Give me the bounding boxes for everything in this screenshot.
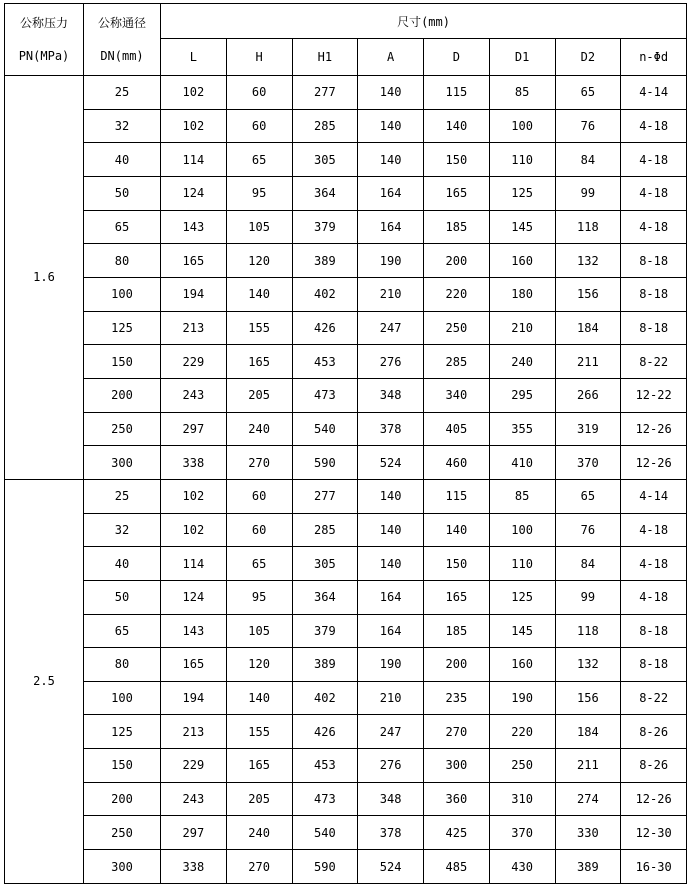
dn-cell: 200	[84, 782, 161, 816]
dn-cell: 300	[84, 446, 161, 480]
dimension-cell: 150	[424, 547, 490, 581]
dimension-cell: 145	[489, 614, 555, 648]
dimension-cell: 140	[358, 479, 424, 513]
dimension-cell: 140	[226, 681, 292, 715]
dimension-cell: 430	[489, 850, 555, 884]
table-row	[5, 749, 687, 783]
dimension-cell: 247	[358, 311, 424, 345]
dimension-cell: 165	[424, 580, 490, 614]
table-row	[5, 715, 687, 749]
dimension-cell: 4-18	[621, 580, 687, 614]
dimension-cell: 84	[555, 547, 621, 581]
dimension-cell: 295	[489, 378, 555, 412]
dn-cell: 25	[84, 479, 161, 513]
table-row	[5, 345, 687, 379]
dimension-cell: 297	[161, 412, 227, 446]
dimension-cell: 285	[424, 345, 490, 379]
dimension-cell: 240	[226, 412, 292, 446]
dimension-spec-table	[4, 3, 687, 884]
header-diameter-unit: DN(mm)	[100, 49, 144, 63]
dimension-cell: 402	[292, 681, 358, 715]
dimension-cell: 12-22	[621, 378, 687, 412]
dimension-cell: 180	[489, 277, 555, 311]
table-row	[5, 547, 687, 581]
dimension-cell: 12-26	[621, 446, 687, 480]
dimension-cell: 277	[292, 479, 358, 513]
dn-cell: 40	[84, 143, 161, 177]
table-row	[5, 580, 687, 614]
dimension-cell: 65	[555, 76, 621, 110]
dimension-cell: 405	[424, 412, 490, 446]
table-row	[5, 782, 687, 816]
dimension-cell: 105	[226, 210, 292, 244]
dimension-cell: 164	[358, 614, 424, 648]
dimension-cell: 4-18	[621, 176, 687, 210]
dn-cell: 300	[84, 850, 161, 884]
dimension-cell: 102	[161, 109, 227, 143]
dimension-cell: 8-22	[621, 345, 687, 379]
dn-cell: 200	[84, 378, 161, 412]
dimension-cell: 229	[161, 749, 227, 783]
dimension-cell: 65	[555, 479, 621, 513]
dimension-cell: 60	[226, 76, 292, 110]
dimension-cell: 76	[555, 513, 621, 547]
dimension-cell: 120	[226, 648, 292, 682]
table-row	[5, 76, 687, 110]
dimension-cell: 140	[358, 76, 424, 110]
dimension-cell: 220	[424, 277, 490, 311]
dn-cell: 50	[84, 580, 161, 614]
dimension-cell: 473	[292, 782, 358, 816]
dimension-cell: 4-18	[621, 109, 687, 143]
dimension-cell: 453	[292, 345, 358, 379]
dn-cell: 80	[84, 648, 161, 682]
dimension-cell: 110	[489, 547, 555, 581]
header-col-D1: D1	[489, 39, 555, 76]
dimension-cell: 460	[424, 446, 490, 480]
header-col-H1: H1	[292, 39, 358, 76]
table-row	[5, 143, 687, 177]
dimension-cell: 319	[555, 412, 621, 446]
dimension-cell: 355	[489, 412, 555, 446]
dimension-cell: 85	[489, 479, 555, 513]
table-row	[5, 210, 687, 244]
header-pressure-cn: 公称压力	[19, 16, 68, 30]
dimension-cell: 274	[555, 782, 621, 816]
dimension-cell: 194	[161, 681, 227, 715]
table-row	[5, 311, 687, 345]
dimension-cell: 340	[424, 378, 490, 412]
dimension-cell: 229	[161, 345, 227, 379]
dimension-cell: 402	[292, 277, 358, 311]
dn-cell: 125	[84, 311, 161, 345]
dimension-cell: 85	[489, 76, 555, 110]
dimension-cell: 389	[292, 648, 358, 682]
header-diameter-cn: 公称通径	[97, 16, 146, 30]
header-diameter	[84, 4, 161, 76]
dimension-cell: 266	[555, 378, 621, 412]
dn-cell: 65	[84, 614, 161, 648]
dimension-cell: 211	[555, 345, 621, 379]
table-row	[5, 681, 687, 715]
dimension-cell: 540	[292, 412, 358, 446]
dimension-cell: 143	[161, 210, 227, 244]
dimension-cell: 194	[161, 277, 227, 311]
dimension-cell: 155	[226, 311, 292, 345]
dimension-cell: 310	[489, 782, 555, 816]
dimension-cell: 285	[292, 109, 358, 143]
dimension-cell: 140	[358, 513, 424, 547]
dimension-cell: 364	[292, 176, 358, 210]
dimension-cell: 235	[424, 681, 490, 715]
dimension-cell: 473	[292, 378, 358, 412]
dimension-cell: 485	[424, 850, 490, 884]
dimension-cell: 165	[226, 345, 292, 379]
header-pressure-unit: PN(MPa)	[18, 49, 70, 63]
dimension-cell: 370	[555, 446, 621, 480]
dimension-cell: 165	[161, 244, 227, 278]
dimension-cell: 95	[226, 580, 292, 614]
dimension-cell: 330	[555, 816, 621, 850]
table-row	[5, 412, 687, 446]
table-row	[5, 277, 687, 311]
dimension-cell: 140	[358, 143, 424, 177]
pn-group-cell: 2.5	[5, 479, 84, 883]
dimension-cell: 8-18	[621, 648, 687, 682]
dimension-cell: 65	[226, 547, 292, 581]
dimension-cell: 143	[161, 614, 227, 648]
dimension-cell: 8-18	[621, 244, 687, 278]
dimension-cell: 338	[161, 446, 227, 480]
dimension-cell: 164	[358, 176, 424, 210]
header-col-D2: D2	[555, 39, 621, 76]
dimension-cell: 150	[424, 143, 490, 177]
dimension-cell: 200	[424, 648, 490, 682]
header-col-A: A	[358, 39, 424, 76]
dimension-cell: 84	[555, 143, 621, 177]
dimension-cell: 140	[424, 109, 490, 143]
dimension-cell: 4-14	[621, 479, 687, 513]
dimension-cell: 285	[292, 513, 358, 547]
dimension-cell: 210	[358, 277, 424, 311]
dimension-cell: 118	[555, 614, 621, 648]
dimension-cell: 16-30	[621, 850, 687, 884]
dimension-cell: 590	[292, 850, 358, 884]
dimension-cell: 60	[226, 479, 292, 513]
dimension-cell: 247	[358, 715, 424, 749]
table-row	[5, 513, 687, 547]
dimension-cell: 370	[489, 816, 555, 850]
dimension-cell: 114	[161, 143, 227, 177]
dimension-cell: 389	[555, 850, 621, 884]
dimension-cell: 200	[424, 244, 490, 278]
dimension-cell: 348	[358, 782, 424, 816]
header-col-L: L	[161, 39, 227, 76]
dimension-cell: 115	[424, 76, 490, 110]
dimension-cell: 155	[226, 715, 292, 749]
dimension-cell: 190	[358, 648, 424, 682]
dimension-cell: 240	[489, 345, 555, 379]
dimension-cell: 132	[555, 648, 621, 682]
dn-cell: 100	[84, 681, 161, 715]
dimension-cell: 210	[358, 681, 424, 715]
dimension-cell: 8-18	[621, 614, 687, 648]
dimension-cell: 102	[161, 513, 227, 547]
dimension-cell: 300	[424, 749, 490, 783]
dn-cell: 65	[84, 210, 161, 244]
dimension-cell: 4-18	[621, 143, 687, 177]
dimension-cell: 379	[292, 210, 358, 244]
header-dimensions-span: 尺寸(mm)	[161, 4, 687, 39]
dimension-cell: 305	[292, 143, 358, 177]
dimension-cell: 165	[226, 749, 292, 783]
dimension-cell: 250	[489, 749, 555, 783]
dimension-cell: 378	[358, 412, 424, 446]
dimension-cell: 110	[489, 143, 555, 177]
dimension-cell: 60	[226, 109, 292, 143]
dimension-cell: 524	[358, 850, 424, 884]
dimension-cell: 243	[161, 782, 227, 816]
dimension-cell: 590	[292, 446, 358, 480]
dimension-cell: 213	[161, 715, 227, 749]
dimension-cell: 426	[292, 715, 358, 749]
dn-cell: 40	[84, 547, 161, 581]
dn-cell: 100	[84, 277, 161, 311]
dn-cell: 25	[84, 76, 161, 110]
table-row	[5, 446, 687, 480]
header-col-D: D	[424, 39, 490, 76]
dimension-cell: 164	[358, 580, 424, 614]
dn-cell: 150	[84, 749, 161, 783]
dimension-cell: 60	[226, 513, 292, 547]
dimension-cell: 140	[424, 513, 490, 547]
dimension-cell: 124	[161, 176, 227, 210]
header-pressure	[5, 4, 84, 76]
dimension-cell: 156	[555, 681, 621, 715]
header-row-top	[5, 4, 687, 39]
table-row	[5, 614, 687, 648]
dimension-cell: 12-26	[621, 782, 687, 816]
dimension-cell: 114	[161, 547, 227, 581]
dn-cell: 32	[84, 513, 161, 547]
dimension-cell: 270	[226, 850, 292, 884]
table-row	[5, 244, 687, 278]
dimension-cell: 184	[555, 311, 621, 345]
dimension-cell: 118	[555, 210, 621, 244]
dimension-cell: 100	[489, 109, 555, 143]
dimension-cell: 364	[292, 580, 358, 614]
dimension-cell: 240	[226, 816, 292, 850]
dimension-cell: 4-18	[621, 513, 687, 547]
dimension-cell: 8-26	[621, 749, 687, 783]
dimension-cell: 297	[161, 816, 227, 850]
dimension-cell: 250	[424, 311, 490, 345]
dn-cell: 50	[84, 176, 161, 210]
dn-cell: 125	[84, 715, 161, 749]
dn-cell: 80	[84, 244, 161, 278]
dimension-cell: 12-26	[621, 412, 687, 446]
dn-cell: 250	[84, 816, 161, 850]
header-col-nd: n-Φd	[621, 39, 687, 76]
dimension-cell: 389	[292, 244, 358, 278]
dimension-cell: 99	[555, 580, 621, 614]
dimension-cell: 125	[489, 176, 555, 210]
dimension-cell: 4-18	[621, 210, 687, 244]
dimension-cell: 205	[226, 782, 292, 816]
dimension-cell: 184	[555, 715, 621, 749]
dimension-cell: 270	[424, 715, 490, 749]
dn-cell: 150	[84, 345, 161, 379]
dn-cell: 32	[84, 109, 161, 143]
dimension-cell: 12-30	[621, 816, 687, 850]
dimension-cell: 270	[226, 446, 292, 480]
dimension-cell: 305	[292, 547, 358, 581]
dimension-cell: 102	[161, 76, 227, 110]
dimension-cell: 453	[292, 749, 358, 783]
dimension-cell: 132	[555, 244, 621, 278]
table-row	[5, 850, 687, 884]
dimension-cell: 165	[161, 648, 227, 682]
dimension-cell: 105	[226, 614, 292, 648]
dimension-cell: 425	[424, 816, 490, 850]
dimension-cell: 99	[555, 176, 621, 210]
dimension-cell: 190	[489, 681, 555, 715]
table-body	[5, 76, 687, 884]
header-col-H: H	[226, 39, 292, 76]
dimension-cell: 243	[161, 378, 227, 412]
dimension-cell: 4-18	[621, 547, 687, 581]
table-row	[5, 378, 687, 412]
table-row	[5, 479, 687, 513]
pn-group-cell: 1.6	[5, 76, 84, 480]
dimension-cell: 211	[555, 749, 621, 783]
dimension-cell: 185	[424, 210, 490, 244]
dimension-cell: 164	[358, 210, 424, 244]
dimension-cell: 426	[292, 311, 358, 345]
dimension-cell: 140	[358, 547, 424, 581]
dn-cell: 250	[84, 412, 161, 446]
dimension-cell: 124	[161, 580, 227, 614]
dimension-cell: 95	[226, 176, 292, 210]
dimension-cell: 115	[424, 479, 490, 513]
dimension-cell: 210	[489, 311, 555, 345]
dimension-cell: 160	[489, 648, 555, 682]
dimension-cell: 156	[555, 277, 621, 311]
dimension-cell: 140	[358, 109, 424, 143]
dimension-cell: 102	[161, 479, 227, 513]
dimension-cell: 4-14	[621, 76, 687, 110]
dimension-cell: 348	[358, 378, 424, 412]
dimension-cell: 8-18	[621, 277, 687, 311]
dimension-cell: 524	[358, 446, 424, 480]
table-row	[5, 109, 687, 143]
dimension-cell: 145	[489, 210, 555, 244]
dimension-cell: 100	[489, 513, 555, 547]
dimension-cell: 360	[424, 782, 490, 816]
dimension-cell: 8-18	[621, 311, 687, 345]
dimension-cell: 165	[424, 176, 490, 210]
dimension-cell: 185	[424, 614, 490, 648]
dimension-cell: 125	[489, 580, 555, 614]
dimension-cell: 378	[358, 816, 424, 850]
table-row	[5, 816, 687, 850]
dimension-cell: 8-26	[621, 715, 687, 749]
dimension-cell: 276	[358, 749, 424, 783]
table-row	[5, 176, 687, 210]
dimension-cell: 220	[489, 715, 555, 749]
dimension-cell: 276	[358, 345, 424, 379]
dimension-cell: 213	[161, 311, 227, 345]
dimension-cell: 160	[489, 244, 555, 278]
dimension-cell: 205	[226, 378, 292, 412]
dimension-cell: 277	[292, 76, 358, 110]
dimension-cell: 338	[161, 850, 227, 884]
table-row	[5, 648, 687, 682]
dimension-cell: 540	[292, 816, 358, 850]
dimension-cell: 65	[226, 143, 292, 177]
dimension-cell: 76	[555, 109, 621, 143]
dimension-cell: 410	[489, 446, 555, 480]
dimension-cell: 140	[226, 277, 292, 311]
dimension-cell: 190	[358, 244, 424, 278]
dimension-cell: 8-22	[621, 681, 687, 715]
dimension-cell: 120	[226, 244, 292, 278]
table-header	[5, 4, 687, 76]
dimension-cell: 379	[292, 614, 358, 648]
